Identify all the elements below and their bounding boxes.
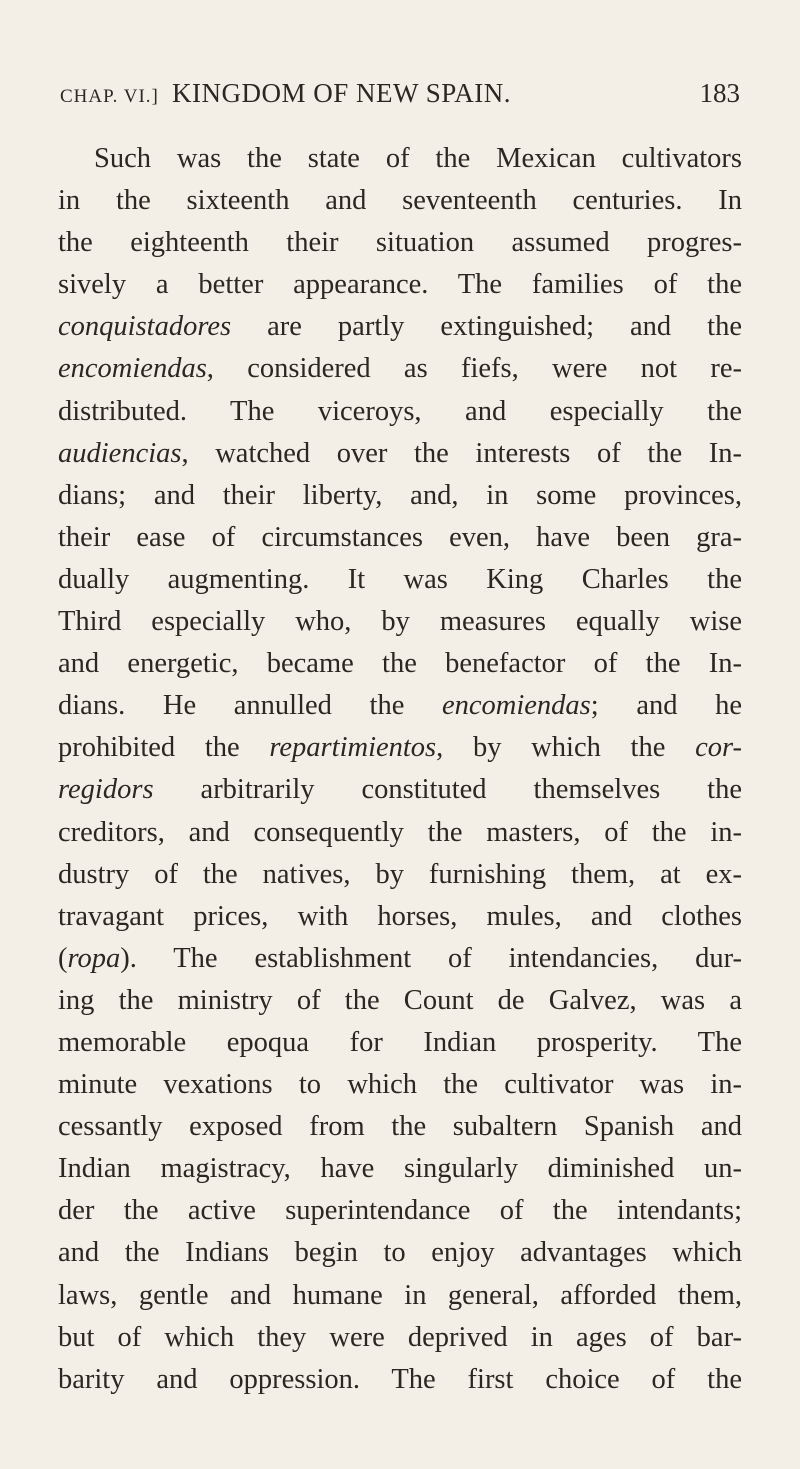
text-line xyxy=(58,1022,742,1064)
text-run: travagant prices, with horses, mules, and clothes xyxy=(58,900,742,932)
italic-term: regidors xyxy=(58,774,154,806)
text-run: der the active superintendance of the intendants; xyxy=(58,1195,742,1227)
text-line xyxy=(58,1275,742,1317)
text-run: their ease of circumstances even, have been gra- xyxy=(58,521,742,553)
text-run: Indian magistracy, have singularly diminished un- xyxy=(58,1153,742,1185)
text-run: in the sixteenth and seventeenth centuries. In xyxy=(58,185,742,217)
text-run: distributed. The viceroys, and especially the xyxy=(58,395,742,427)
text-line xyxy=(58,601,742,643)
italic-term: audiencias xyxy=(58,437,182,469)
italic-term: encomiendas xyxy=(441,690,591,722)
text-line xyxy=(58,222,742,264)
text-line xyxy=(58,138,742,180)
text-run: are partly extinguished; and the xyxy=(231,311,742,343)
text-line xyxy=(58,1148,742,1190)
running-title: KINGDOM OF NEW SPAIN. xyxy=(172,78,512,108)
italic-term: ropa xyxy=(67,942,121,974)
text-line xyxy=(58,1106,742,1148)
text-run: Such was the state of the Mexican cultivators xyxy=(94,143,742,174)
text-run: minute vexations to which the cultivator was in- xyxy=(58,1069,742,1101)
text-line xyxy=(58,896,742,938)
text-run: cessantly exposed from the subaltern Spanish and xyxy=(58,1111,742,1143)
text-line xyxy=(58,180,742,222)
text-run: , watched over the interests of the In- xyxy=(181,437,742,469)
italic-term: cor- xyxy=(695,732,742,764)
text-line xyxy=(58,264,742,306)
text-line xyxy=(58,348,742,390)
text-line xyxy=(58,433,742,475)
text-run: the eighteenth their situation assumed progres- xyxy=(58,227,742,259)
text-run: dians. He annulled the xyxy=(58,690,442,722)
text-line xyxy=(58,854,742,896)
text-line xyxy=(58,812,742,854)
text-run: , by which the xyxy=(436,732,696,764)
text-run: Third especially who, by measures equally wise xyxy=(58,606,742,638)
text-run: , considered as fiefs, were not re- xyxy=(206,353,742,385)
text-line xyxy=(58,980,742,1022)
text-line xyxy=(58,685,742,727)
text-run: dians; and their liberty, and, in some provinces, xyxy=(58,479,742,511)
text-run: laws, gentle and humane in general, afforded them, xyxy=(58,1279,742,1311)
text-line xyxy=(58,559,742,601)
text-line xyxy=(58,643,742,685)
text-line xyxy=(58,1317,742,1359)
text-line xyxy=(58,938,742,980)
text-line xyxy=(58,391,742,433)
text-line xyxy=(58,1232,742,1274)
italic-term: conquistadores xyxy=(58,311,232,343)
text-run: ing the ministry of the Count de Galvez, was a xyxy=(58,984,742,1016)
text-run: barity and oppression. The first choice of the xyxy=(58,1363,742,1395)
text-run: creditors, and consequently the masters, of the in- xyxy=(58,816,742,848)
text-run: but of which they were deprived in ages of bar- xyxy=(58,1321,742,1353)
page-number: 183 xyxy=(699,78,740,108)
text-run: and energetic, became the benefactor of the In- xyxy=(58,648,742,680)
chapter-marker: CHAP. VI.] xyxy=(60,86,159,107)
text-line xyxy=(58,517,742,559)
text-line xyxy=(58,769,742,811)
text-run: sively a better appearance. The families of the xyxy=(58,269,742,301)
italic-term: encomiendas xyxy=(58,353,207,385)
text-run: and the Indians begin to enjoy advantages which xyxy=(58,1237,742,1269)
text-run: dually augmenting. It was King Charles the xyxy=(58,563,742,595)
body-paragraph xyxy=(58,138,742,1401)
text-line xyxy=(58,1064,742,1106)
text-run: prohibited the xyxy=(58,732,270,764)
text-line xyxy=(58,1190,742,1232)
text-run: arbitrarily constituted themselves the xyxy=(153,774,742,806)
text-run: ). The establishment of intendancies, dur- xyxy=(120,942,742,974)
text-line xyxy=(58,306,742,348)
text-line xyxy=(58,727,742,769)
text-run: memorable epoqua for Indian prosperity. The xyxy=(58,1026,742,1058)
text-run: ( xyxy=(58,942,68,974)
text-line xyxy=(58,475,742,517)
text-line xyxy=(58,1359,742,1401)
text-run: ; and he xyxy=(590,690,742,722)
italic-term: repartimientos xyxy=(269,732,437,764)
running-header xyxy=(60,78,740,118)
text-run: dustry of the natives, by furnishing them, at ex- xyxy=(58,858,742,890)
